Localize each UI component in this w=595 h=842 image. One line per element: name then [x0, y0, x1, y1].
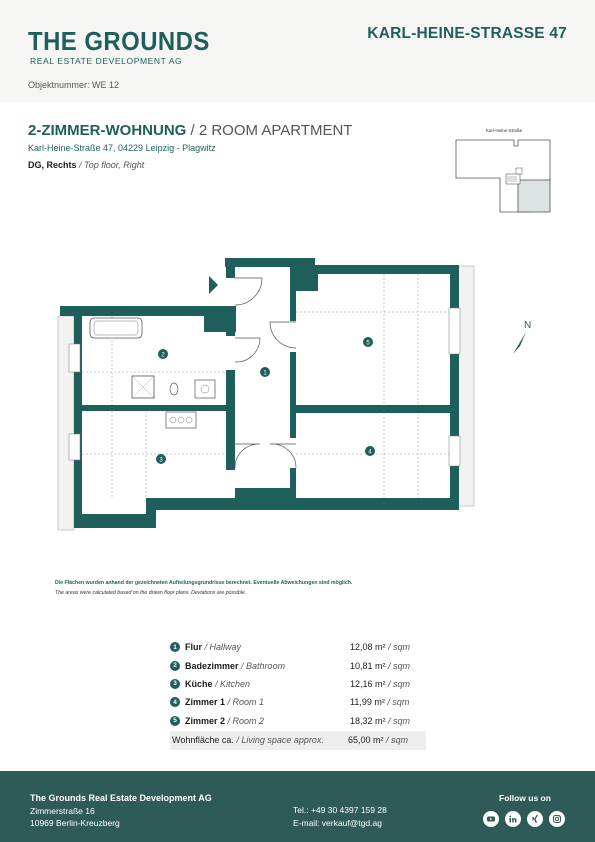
area-value-number: 12,16 m²: [350, 678, 386, 689]
youtube-icon[interactable]: [483, 811, 499, 827]
room-number-4: 4: [368, 449, 372, 456]
key-plan: [452, 124, 556, 216]
company-logo-subtitle: REAL ESTATE DEVELOPMENT AG: [30, 56, 183, 66]
room-number-5: 5: [366, 340, 370, 347]
area-note-de: Die Flächen wurden anhand der gezeichneten Aufteilungsgrundrisse berechnet. Eventuelle Abweichungen sind möglich.: [55, 580, 353, 586]
linkedin-icon[interactable]: [505, 811, 521, 827]
total-name-en: / Living space approx.: [236, 735, 324, 746]
apartment-floor: [28, 160, 144, 170]
area-name: [185, 642, 350, 652]
total-area-name: [172, 735, 348, 745]
area-value: [350, 679, 426, 689]
footer-city: 10969 Berlin-Kreuzberg: [30, 818, 120, 828]
apartment-title-en: / 2 ROOM APARTMENT: [190, 122, 353, 139]
apartment-title-de: 2-ZIMMER-WOHNUNG: [28, 122, 187, 139]
area-name: [185, 716, 350, 726]
area-value: [350, 661, 426, 671]
area-name-de: Flur: [185, 642, 202, 653]
area-value-number: 11,99 m²: [350, 697, 385, 708]
area-value-unit: / sqm: [388, 678, 411, 689]
area-name-en: / Room 1: [227, 697, 265, 708]
svg-text:N: N: [524, 320, 532, 331]
area-number: 2: [170, 661, 180, 671]
area-value: [350, 697, 426, 707]
area-name-de: Zimmer 2: [185, 715, 226, 726]
floor-en: / Top floor, Right: [79, 160, 145, 170]
area-row: [170, 712, 426, 730]
area-row: [170, 656, 426, 674]
area-number: 3: [170, 679, 180, 689]
area-name-en: / Kitchen: [215, 678, 251, 689]
total-name-de: Wohnfläche ca.: [172, 735, 234, 746]
floor-plan: [50, 248, 490, 538]
area-row: [170, 693, 426, 711]
social-links: [483, 811, 565, 827]
area-value-unit: / sqm: [388, 660, 411, 671]
footer-phone[interactable]: Tel.: +49 30 4397 159 28: [293, 805, 387, 815]
footer-street: Zimmerstraße 16: [30, 806, 95, 816]
north-arrow-icon: [510, 318, 534, 358]
total-value-unit: / sqm: [386, 735, 409, 746]
footer-follow-label: Follow us on: [499, 793, 551, 803]
area-name-en: / Bathroom: [241, 660, 286, 671]
room-number-markers: [156, 337, 375, 464]
area-name: [185, 697, 350, 707]
area-note-en: The areas were calculated based on the drawn floor plans. Deviations are possible.: [55, 590, 247, 596]
area-name-en: / Room 2: [227, 715, 265, 726]
north-indicator: [510, 318, 534, 358]
area-name: [185, 679, 350, 689]
keyplan-street-label: Karl-Heine-Straße: [485, 128, 523, 133]
area-row: [170, 638, 426, 656]
total-value-number: 65,00 m²: [348, 735, 384, 746]
area-name-de: Zimmer 1: [185, 697, 226, 708]
area-number: 4: [170, 697, 180, 707]
area-name-de: Küche: [185, 678, 213, 689]
area-number: 1: [170, 642, 180, 652]
area-value-number: 12,08 m²: [350, 642, 386, 653]
apartment-address: Karl-Heine-Straße 47, 04229 Leipzig - Plagwitz: [28, 143, 216, 153]
room-number-1: 1: [263, 370, 267, 377]
area-row: [170, 675, 426, 693]
footer-company: The Grounds Real Estate Development AG: [30, 793, 212, 803]
room-number-2: 2: [161, 352, 165, 359]
property-address-title: KARL-HEINE-STRASSE 47: [367, 25, 567, 42]
object-number: Objektnummer: WE 12: [28, 80, 120, 90]
room-number-3: 3: [159, 457, 163, 464]
area-value-unit: / sqm: [388, 715, 411, 726]
total-area-value: [348, 735, 424, 745]
total-area-row: [170, 731, 426, 750]
apartment-title: [28, 122, 352, 139]
area-number: 5: [170, 716, 180, 726]
area-value-number: 10,81 m²: [350, 660, 386, 671]
area-value-unit: / sqm: [387, 697, 410, 708]
area-value: [350, 716, 426, 726]
page-footer: [0, 771, 595, 842]
area-name-de: Badezimmer: [185, 660, 239, 671]
company-logo: THE GROUNDS: [28, 26, 210, 56]
area-value-number: 18,32 m²: [350, 715, 386, 726]
area-value: [350, 642, 426, 652]
area-table: [170, 638, 426, 750]
floor-de: DG, Rechts: [28, 160, 77, 170]
xing-icon[interactable]: [527, 811, 543, 827]
instagram-icon[interactable]: [549, 811, 565, 827]
page-header: [0, 0, 595, 102]
area-name: [185, 661, 350, 671]
footer-email[interactable]: E-mail: verkauf@tgd.ag: [293, 818, 382, 828]
area-value-unit: / sqm: [388, 642, 411, 653]
area-name-en: / Hallway: [204, 642, 242, 653]
